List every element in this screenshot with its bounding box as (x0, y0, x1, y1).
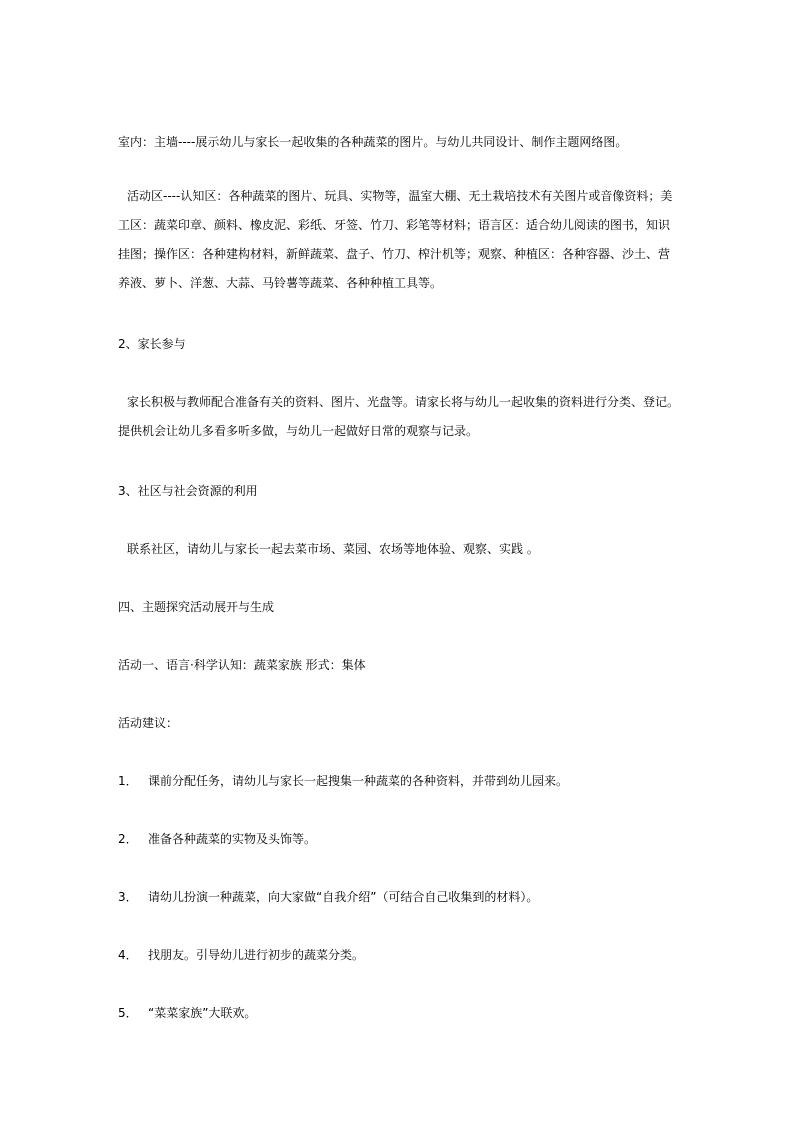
suggestion-number: 1． (118, 774, 138, 788)
suggestion-text: 请幼儿扮演一种蔬菜，向大家做“自我介绍”（可结合自己收集到的材料）。 (148, 890, 539, 904)
suggestion-number: 5． (118, 1006, 138, 1020)
suggestion-number: 4． (118, 948, 138, 962)
suggestion-text: “菜菜家族”大联欢。 (148, 1006, 257, 1020)
suggestion-item (118, 889, 678, 905)
suggestion-item (118, 947, 678, 963)
suggestion-text: 找朋友。引导幼儿进行初步的蔬菜分类。 (148, 948, 365, 962)
suggestion-number: 3． (118, 890, 138, 904)
suggestion-item (118, 1005, 678, 1021)
suggestion-label: 活动建议： (118, 716, 179, 730)
suggestion-item (118, 831, 678, 847)
suggestion-text: 课前分配任务，请幼儿与家长一起搜集一种蔬菜的各种资料，并带到幼儿园来。 (148, 774, 569, 788)
heading-parents: 2、家长参与 (118, 337, 186, 351)
suggestion-text: 准备各种蔬菜的实物及头饰等。 (148, 832, 317, 846)
heading-community: 3、社区与社会资源的利用 (118, 484, 258, 498)
indoor-paragraph: 室内：主墙----展示幼儿与家长一起收集的各种蔬菜的图片。与幼儿共同设计、制作主题网络图。 (118, 135, 628, 149)
community-paragraph: 联系社区，请幼儿与家长一起去菜市场、菜园、农场等地体验、观察、实践 。 (127, 542, 539, 556)
suggestion-number: 2． (118, 832, 138, 846)
suggestion-item (118, 773, 678, 789)
activity-one-title: 活动一、语言·科学认知：蔬菜家族 形式：集体 (118, 658, 366, 672)
parents-paragraph: 家长积极与教师配合准备有关的资料、图片、光盘等。请家长将与幼儿一起收集的资料进行分类、登记。提供机会让幼儿多看多听多做，与幼儿一起做好日常的观察与记录。 (118, 395, 680, 438)
heading-section-4: 四、主题探究活动展开与生成 (118, 600, 275, 614)
activity-area-paragraph: 活动区----认知区：各种蔬菜的图片、玩具、实物等，温室大棚、无土栽培技术有关图片或音像资料；美工区：蔬菜印章、颜料、橡皮泥、彩纸、牙签、竹刀、彩笔等材料；语言区：适合幼儿阅读的图书，知识挂图；操作区：各种建构材料，新鲜蔬菜、盘子、竹刀、榨汁机等；观察、种植区：各种容器、沙土、营养液、萝卜、洋葱、大蒜、马铃薯等蔬菜、各种种植工具等。 (118, 189, 673, 290)
